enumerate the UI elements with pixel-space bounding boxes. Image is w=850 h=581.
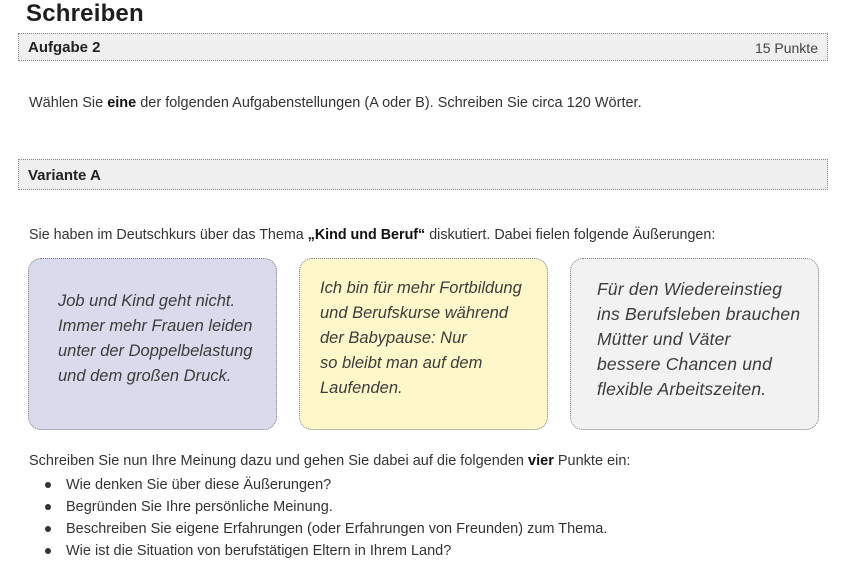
variant-label: Variante A (28, 167, 101, 184)
variant-header-bar (18, 159, 828, 190)
bullet-text: Beschreiben Sie eigene Erfahrungen (oder Erfahrungen von Freunden) zum Thema. (66, 521, 608, 537)
intro-text (29, 227, 715, 243)
bullet-text: Wie denken Sie über diese Äußerungen? (66, 477, 332, 493)
intro-topic: „Kind und Beruf“ (307, 227, 426, 243)
quote-box-3 (570, 258, 819, 430)
task-text (29, 453, 630, 469)
task-header-bar (18, 33, 828, 61)
intro-pre: Sie haben im Deutschkurs über das Thema (29, 227, 308, 243)
task-post: Punkte ein: (553, 453, 631, 469)
quote-box-1 (28, 258, 277, 430)
quote-text-2: Ich bin für mehr Fortbildung und Berufskurse während der Babypause: Nur so bleibt man auf dem Laufenden. (320, 279, 522, 397)
bullet-dot-icon (45, 504, 51, 510)
bullet-item (29, 518, 607, 540)
page-title: Schreiben (26, 0, 144, 27)
task-bullet-list (29, 474, 607, 562)
task-label: Aufgabe 2 (28, 39, 101, 56)
task-bold: vier (528, 453, 554, 469)
task-pre: Schreiben Sie nun Ihre Meinung dazu und gehen Sie dabei auf die folgenden (29, 453, 529, 469)
bullet-dot-icon (45, 482, 51, 488)
bullet-dot-icon (45, 526, 51, 532)
instruction-post: der folgenden Aufgabenstellungen (A oder B). Schreiben Sie circa 120 Wörter. (136, 95, 642, 111)
bullet-item (29, 496, 607, 518)
instruction-pre: Wählen Sie (29, 95, 108, 111)
bullet-text: Begründen Sie Ihre persönliche Meinung. (66, 499, 333, 515)
intro-post: diskutiert. Dabei fielen folgende Äußerungen: (425, 227, 716, 243)
task-points: 15 Punkte (754, 40, 818, 56)
instruction-text (29, 95, 642, 111)
bullet-item (29, 540, 607, 562)
bullet-dot-icon (45, 548, 51, 554)
quote-text-3: Für den Wiedereinstieg ins Berufsleben brauchen Mütter und Väter bessere Chancen und flexible Arbeitszeiten. (597, 279, 801, 399)
quote-box-2 (299, 258, 548, 430)
bullet-item (29, 474, 607, 496)
instruction-bold: eine (107, 95, 137, 111)
quote-text-1: Job und Kind geht nicht. Immer mehr Frauen leiden unter der Doppelbelastung und dem großen Druck. (58, 292, 253, 385)
bullet-text: Wie ist die Situation von berufstätigen Eltern in Ihrem Land? (66, 543, 452, 559)
